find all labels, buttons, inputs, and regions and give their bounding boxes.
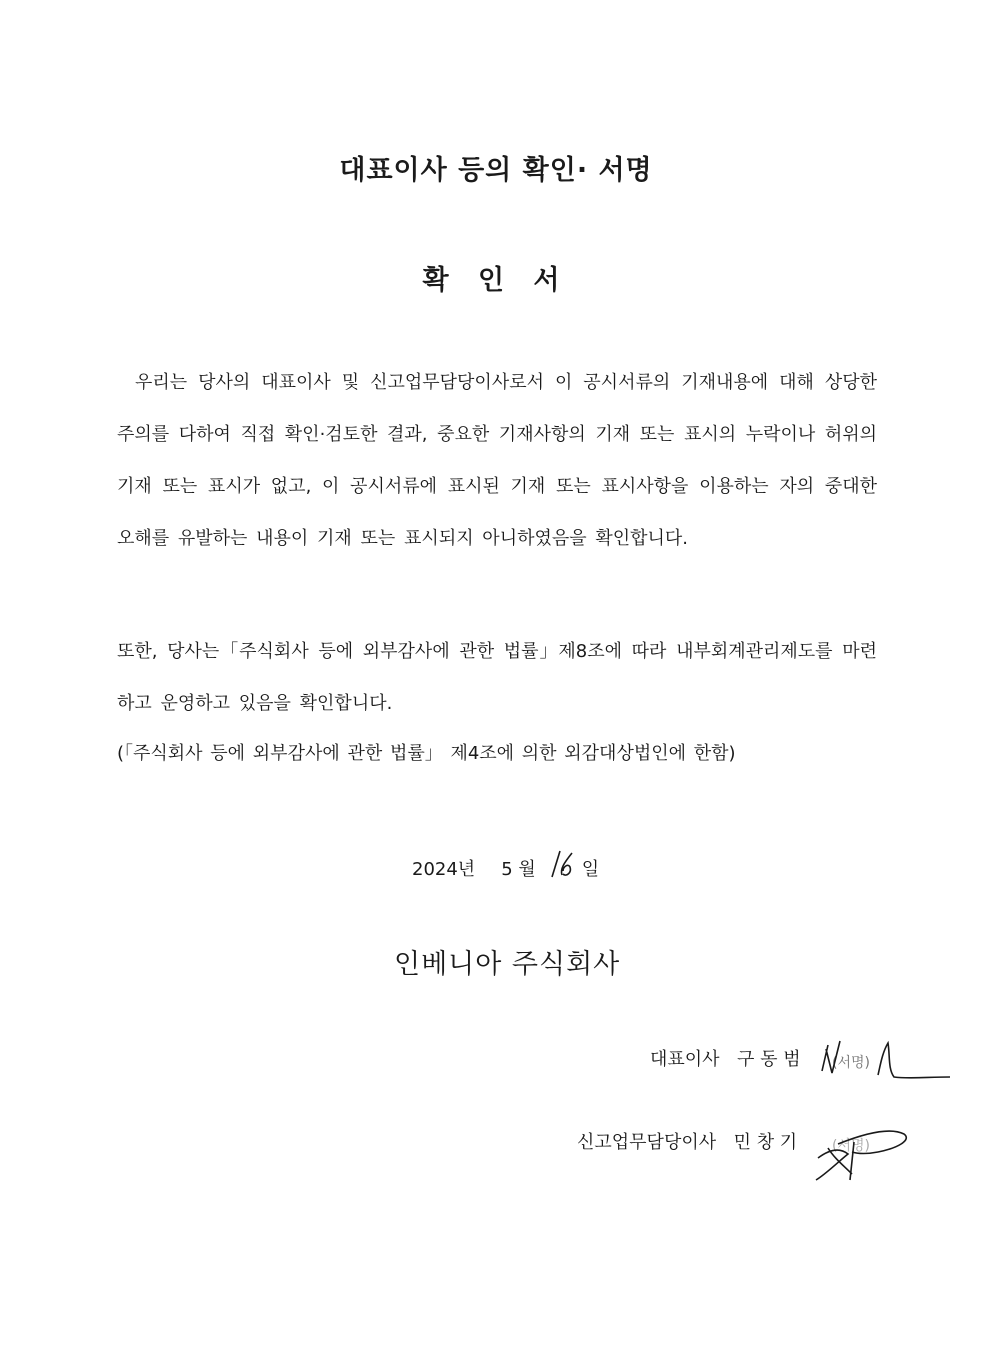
ceo-seal-label: (서명) bbox=[832, 1055, 870, 1071]
ceo-role: 대표이사 bbox=[650, 1049, 720, 1070]
signing-date bbox=[412, 855, 599, 881]
scope-note: (「주식회사 등에 외부감사에 관한 법률」 제4조에 의한 외감대상법인에 한함) bbox=[117, 743, 736, 764]
disclosure-officer-name: 민 창 기 bbox=[733, 1132, 798, 1153]
document-subtitle: 확 인 서 bbox=[422, 265, 570, 296]
date-month: 5 월 bbox=[501, 859, 536, 880]
disclosure-officer-role: 신고업무담당이사 bbox=[577, 1132, 717, 1153]
date-year: 2024년 bbox=[412, 859, 476, 880]
internal-control-paragraph: 또한, 당사는「주식회사 등에 외부감사에 관한 법률」제8조에 따라 내부회계관리제도를 마련하고 운영하고 있음을 확인합니다. bbox=[117, 641, 877, 714]
handwritten-day-signature bbox=[548, 847, 582, 881]
disclosure-officer-signatory bbox=[577, 1128, 797, 1154]
disclosure-officer-seal-label: (서명) bbox=[832, 1138, 870, 1154]
document-title: 대표이사 등의 확인· 서명 bbox=[339, 155, 653, 186]
date-day-unit: 일 bbox=[581, 859, 600, 880]
confirmation-paragraph: 우리는 당사의 대표이사 및 신고업무담당이사로서 이 공시서류의 기재내용에 대해 상당한 주의를 다하여 직접 확인·검토한 결과, 중요한 기재사항의 기재 또는 표시의 누락이나 허위의 기재 또는 표시가 없고, 이 공시서류에 표시된 기재 또는 표시사항을 이용하는 자의 중대한 오해를 유발하는 내용이 기재 또는 표시되지 아니하였음을 확인합니다. bbox=[117, 372, 877, 549]
company-name: 인베니아 주식회사 bbox=[394, 949, 621, 980]
disclosure-officer-handwritten-signature bbox=[808, 1118, 918, 1188]
date-day-handwritten bbox=[548, 855, 582, 875]
ceo-name: 구 동 범 bbox=[737, 1049, 801, 1070]
ceo-handwritten-signature bbox=[818, 1035, 958, 1085]
ceo-signatory bbox=[650, 1045, 801, 1071]
